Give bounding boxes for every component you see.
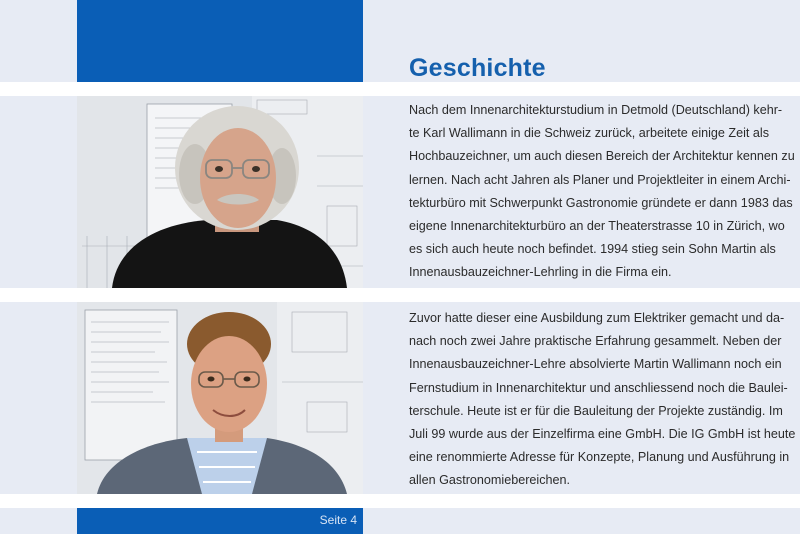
portrait-martin-wallimann [77,302,363,494]
paragraph-line: terschule. Heute ist er für die Bauleitung der Projekte zuständig. Im [409,403,783,418]
page-title: Geschichte [409,54,546,82]
paragraph-line: Fernstudium in Innenarchitektur und anschliessend noch die Baulei- [409,380,788,395]
paragraph-line: tekturbüro mit Schwerpunkt Gastronomie gründete er dann 1983 das [409,195,793,210]
page-number-label: Seite 4 [319,513,357,527]
page-number-footer [77,508,363,534]
white-stripe-middle [0,288,800,302]
paragraph-line: allen Gastronomiebereichen. [409,473,571,488]
paragraph-line: Innenausbauzeichner-Lehre absolvierte Martin Wallimann noch ein [409,357,782,372]
history-paragraph-2 [409,307,796,493]
paragraph-line: es sich auch heute noch befindet. 1994 stieg sein Sohn Martin als [409,242,776,257]
paragraph-line: Zuvor hatte dieser eine Ausbildung zum Elektriker gemacht und da- [409,311,785,325]
paragraph-line: Juli 99 wurde aus der Einzelfirma eine GmbH. Die IG GmbH ist heute [409,427,796,442]
paragraph-line: eine renommierte Adresse für Konzepte, Planung und Ausführung in [409,450,790,465]
white-stripe-top [0,82,800,96]
paragraph-line: eigene Innenarchitekturbüro an der Theaterstrasse 10 in Zürich, wo [409,219,785,234]
paragraph-line: Nach dem Innenarchitekturstudium in Detmold (Deutschland) kehr- [409,103,783,117]
paragraph-line: nach noch zwei Jahre praktische Erfahrung gesammelt. Neben der [409,334,782,349]
paragraph-line: lernen. Nach acht Jahren als Planer und Projektleiter in einem Archi- [409,172,791,187]
portrait-karl-wallimann [77,96,363,288]
history-paragraph-1 [409,99,795,285]
paragraph-line: Hochbauzeichner, um auch diesen Bereich der Architektur kennen zu [409,149,795,164]
header-blue-block [77,0,363,82]
paragraph-line: te Karl Wallimann in die Schweiz zurück, arbeitete einige Zeit als [409,126,770,141]
white-stripe-bottom [0,494,800,508]
paragraph-line: Innenausbauzeichner-Lehrling in die Firma ein. [409,265,672,280]
